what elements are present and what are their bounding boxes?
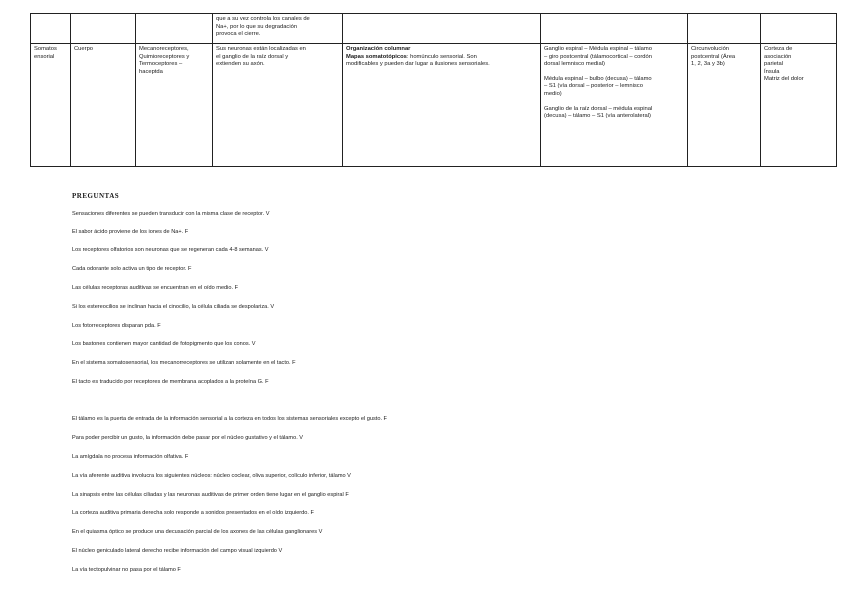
cell-line: asociación xyxy=(764,53,792,60)
question-item: El tálamo es la puerta de entrada de la información sensorial a la corteza en todos los sistemas sensoriales excepto el gusto. F xyxy=(72,416,387,422)
cell-line: dorsal lemnisco medial) xyxy=(544,61,605,68)
section-heading: PREGUNTAS xyxy=(72,192,120,200)
question-item: Para poder percibir un gusto, la información debe pasar por el núcleo gustativo y el tálamo. V xyxy=(72,435,304,441)
cell-line: Termoceptores – xyxy=(139,61,183,68)
table-cell xyxy=(136,14,213,44)
question-item: En el quiasma óptico se produce una decusación parcial de los axones de las células ganglionares V xyxy=(72,529,323,535)
question-item: Si los estereocilios se inclinan hacia el cinocilio, la célula ciliada se despolariza. V xyxy=(72,304,275,310)
cell-line: Matriz del dolor xyxy=(764,76,804,83)
cell-line: Ganglio espiral – Médula espinal – tálamo xyxy=(544,46,652,52)
cell-line: Somatos xyxy=(34,46,57,52)
cell-line: haceptda xyxy=(139,68,163,75)
question-item: Las células receptoras auditivas se encuentran en el oído medio. F xyxy=(72,285,239,291)
cortex-cell xyxy=(688,44,761,167)
question-item: La vía aferente auditiva involucra los siguientes núcleos: núcleo coclear, oliva superior, colículo inferior, tálamo V xyxy=(72,473,351,479)
receptors-cell xyxy=(136,44,213,167)
pathway-cell xyxy=(541,44,688,167)
system-cell xyxy=(31,44,71,167)
cell-line: 1, 2, 3a y 3b) xyxy=(691,61,725,68)
cell-line: medio) xyxy=(544,90,562,97)
table-cell xyxy=(688,14,761,44)
question-item: Los receptores olfatorios son neuronas que se regeneran cada 4-8 semanas. V xyxy=(72,247,269,253)
question-item: La amígdala no procesa información olfativa. F xyxy=(72,454,189,460)
table-row xyxy=(31,44,837,167)
table-cell xyxy=(31,14,71,44)
cell-line: – S1 (vía dorsal – posterior – lemnisco xyxy=(544,83,643,90)
table-cell xyxy=(343,14,541,44)
cell-line: Médula espinal – bulbo (decusa) – tálamo xyxy=(544,75,652,82)
cell-line: Cuerpo xyxy=(74,46,94,52)
question-item: En el sistema somatosensorial, los mecanorreceptores se utilizan solamente en el tacto. F xyxy=(72,360,296,366)
table-cell xyxy=(761,14,837,44)
table-cell xyxy=(213,14,343,44)
cell-line: – giro postcentral (tálamocortical – cordón xyxy=(544,53,652,60)
organization-heading: Organización columnar xyxy=(346,46,411,52)
cell-line: modificables y pueden dar lugar a ilusiones sensoriales. xyxy=(346,61,490,68)
table-cell xyxy=(541,14,688,44)
question-item: Los fotorreceptores disparan pda. F xyxy=(72,323,161,329)
cell-line: Quimioreceptores y xyxy=(139,53,190,60)
cell-line: Na+, por lo que su degradación xyxy=(216,23,298,30)
question-item: Cada odorante solo activa un tipo de receptor. F xyxy=(72,266,192,272)
association-cell xyxy=(761,44,837,167)
question-item: La sinapsis entre las células ciliadas y las neuronas auditivas de primer orden tiene lugar en el ganglio espiral F xyxy=(72,492,349,498)
table-row xyxy=(31,14,837,44)
organization-subheading: Mapas somatotópicos xyxy=(346,53,407,60)
cell-line: Circunvolución xyxy=(691,46,730,52)
cell-line: Ínsula xyxy=(764,68,780,75)
cell-line: el ganglio de la raíz dorsal y xyxy=(216,53,289,60)
question-item: Sensaciones diferentes se pueden transducir con la misma clase de receptor. V xyxy=(72,211,270,217)
cell-line: que a su vez controla los canales de xyxy=(216,16,310,22)
question-item: La corteza auditiva primaria derecha solo responde a sonidos presentados en el oído izquierdo. F xyxy=(72,510,314,516)
cell-line: postcentral (Área xyxy=(691,53,736,60)
cell-line: : homúnculo sensorial. Son xyxy=(406,53,477,60)
cell-line: Sus neuronas están localizadas en xyxy=(216,46,306,52)
cell-line: extienden su axón. xyxy=(216,61,265,68)
cell-line: (decusa) – tálamo – S1 (vía anterolateral) xyxy=(544,113,651,120)
cell-line: Ganglio de la raíz dorsal – médula espinal xyxy=(544,105,653,112)
organization-cell xyxy=(343,44,541,167)
cell-line: provoca el cierre. xyxy=(216,31,261,38)
cell-line: Mecanoreceptores, xyxy=(139,46,189,52)
question-item: La vía tectopulvinar no pasa por el tálamo F xyxy=(72,567,181,573)
question-item: El sabor ácido proviene de los iones de Na+. F xyxy=(72,229,189,235)
question-item: El tacto es traducido por receptores de membrana acoplados a la proteína G. F xyxy=(72,379,269,385)
cell-line: ensorial xyxy=(34,53,55,60)
cell-line: parietal xyxy=(764,61,784,68)
neurons-cell xyxy=(213,44,343,167)
table-cell xyxy=(71,14,136,44)
question-item: El núcleo geniculado lateral derecho recibe información del campo visual izquierdo V xyxy=(72,548,283,554)
organ-cell xyxy=(71,44,136,167)
question-item: Los bastones contienen mayor cantidad de fotopigmento que los conos. V xyxy=(72,341,256,347)
sensory-systems-table xyxy=(30,13,837,167)
cell-line: Corteza de xyxy=(764,46,793,52)
